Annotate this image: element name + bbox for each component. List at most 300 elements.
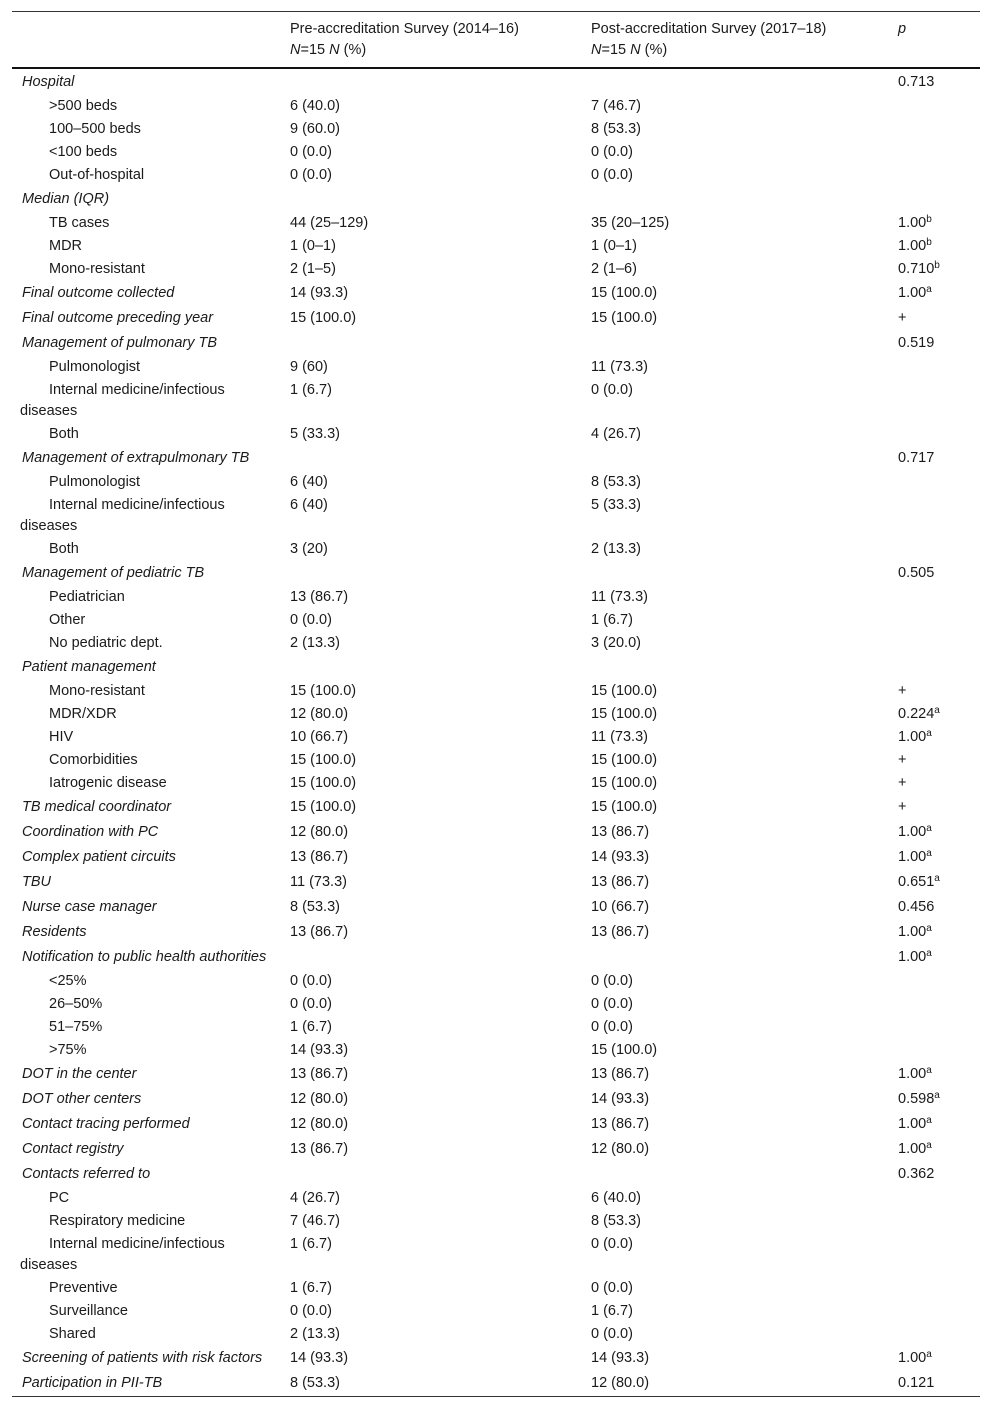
row-label <box>12 1039 280 1062</box>
row-label-text: Internal medicine/infectious diseases <box>20 382 225 419</box>
post-value: 13 (86.7) <box>591 824 650 840</box>
p-value: 0.121 <box>898 1375 935 1391</box>
table-group-row <box>12 68 980 95</box>
row-label-text: Both <box>49 541 79 557</box>
post-value: 15 (100.0) <box>591 285 658 301</box>
post-value: 0 (0.0) <box>591 1236 633 1252</box>
table-row <box>12 118 980 141</box>
row-label <box>12 1187 280 1210</box>
post-value: 6 (40.0) <box>591 1190 641 1206</box>
row-label: Participation in PII-TB <box>22 1375 163 1391</box>
pre-value: 14 (93.3) <box>290 285 349 301</box>
table-row <box>12 471 980 494</box>
header-row <box>12 12 980 69</box>
row-label-text: 51–75% <box>49 1019 103 1035</box>
post-value: 8 (53.3) <box>591 474 641 490</box>
pre-value: 6 (40.0) <box>290 98 340 114</box>
post-value: 0 (0.0) <box>591 996 633 1012</box>
post-value <box>581 655 888 680</box>
table-row <box>12 1277 980 1300</box>
p-value-footnote: a <box>934 705 940 716</box>
p-value: 1.00 <box>898 924 927 940</box>
row-label-text: PC <box>49 1190 70 1206</box>
post-value: 1 (6.7) <box>591 1303 633 1319</box>
p-value: 0.456 <box>898 899 935 915</box>
post-value: 13 (86.7) <box>591 924 650 940</box>
p-value-cell <box>888 187 980 212</box>
pre-value: 15 (100.0) <box>290 752 357 768</box>
p-value-cell <box>888 1137 980 1162</box>
p-value-cell <box>888 680 980 703</box>
pre-value: 6 (40) <box>290 497 328 513</box>
p-value: 1.00 <box>898 849 927 865</box>
p-value: + <box>898 310 907 326</box>
post-value: 1 (0–1) <box>591 238 637 254</box>
p-value-footnote: a <box>926 823 932 834</box>
p-value: + <box>898 752 907 768</box>
row-label-text: Mono-resistant <box>49 261 145 277</box>
row-label-text: TB cases <box>49 215 110 231</box>
table-group-row <box>12 795 980 820</box>
p-value-cell <box>888 1277 980 1300</box>
pre-value: 12 (80.0) <box>290 1116 349 1132</box>
pre-value: 15 (100.0) <box>290 799 357 815</box>
row-label <box>12 423 280 446</box>
post-value: 11 (73.3) <box>591 359 648 375</box>
p-value-footnote: a <box>926 1349 932 1360</box>
row-label <box>12 118 280 141</box>
p-value-cell <box>888 993 980 1016</box>
post-value: 1 (6.7) <box>591 612 633 628</box>
p-value-cell <box>888 1087 980 1112</box>
row-label <box>12 212 280 235</box>
row-label <box>12 258 280 281</box>
table-group-row <box>12 820 980 845</box>
pre-value: 0 (0.0) <box>290 996 332 1012</box>
post-value: 2 (13.3) <box>591 541 641 557</box>
post-value: 35 (20–125) <box>591 215 670 231</box>
table-group-row <box>12 446 980 471</box>
row-label-text: Preventive <box>49 1280 118 1296</box>
p-value-footnote: a <box>934 1090 940 1101</box>
table-row <box>12 1323 980 1346</box>
p-value: 0.519 <box>898 335 935 351</box>
table-row <box>12 164 980 187</box>
table-row <box>12 494 980 538</box>
row-label-text: Pulmonologist <box>49 474 141 490</box>
pre-value: 9 (60.0) <box>290 121 340 137</box>
p-value-cell <box>888 258 980 281</box>
table-body <box>12 68 980 1397</box>
header-post-eq: =15 <box>601 42 631 58</box>
p-value-footnote: b <box>926 237 932 248</box>
header-pre-eq: =15 <box>300 42 330 58</box>
p-value: 0.505 <box>898 565 935 581</box>
p-value-cell <box>888 795 980 820</box>
pre-value: 0 (0.0) <box>290 1303 332 1319</box>
table-row <box>12 356 980 379</box>
row-label: Final outcome preceding year <box>22 310 214 326</box>
table-row <box>12 1210 980 1233</box>
pre-value: 15 (100.0) <box>290 775 357 791</box>
row-label-text: >500 beds <box>49 98 118 114</box>
row-label-text: <100 beds <box>49 144 118 160</box>
post-value: 12 (80.0) <box>591 1141 650 1157</box>
pre-value: 44 (25–129) <box>290 215 369 231</box>
p-value: 0.598 <box>898 1091 935 1107</box>
pre-value: 1 (0–1) <box>290 238 336 254</box>
p-value-cell <box>888 586 980 609</box>
p-value: 0.713 <box>898 74 935 90</box>
post-value <box>581 187 888 212</box>
header-pre-n2: N <box>329 42 340 58</box>
p-value: 0.717 <box>898 450 935 466</box>
p-value-cell <box>888 235 980 258</box>
header-post-n: N <box>591 42 602 58</box>
row-label-text: HIV <box>49 729 74 745</box>
p-value-cell <box>888 1300 980 1323</box>
row-label: Hospital <box>22 74 75 90</box>
table-group-row <box>12 561 980 586</box>
row-label <box>12 680 280 703</box>
p-value-footnote: a <box>926 1065 932 1076</box>
row-label-text: Both <box>49 426 79 442</box>
pre-value: 1 (6.7) <box>290 1236 332 1252</box>
p-value-cell <box>888 471 980 494</box>
row-label-text: Internal medicine/infectious diseases <box>20 497 225 534</box>
row-label: Management of pediatric TB <box>22 565 205 581</box>
p-value-footnote: b <box>934 260 940 271</box>
p-value: 1.00 <box>898 1116 927 1132</box>
row-label: Patient management <box>22 659 156 675</box>
p-value-cell <box>888 538 980 561</box>
p-value-footnote: a <box>926 1115 932 1126</box>
row-label-text: Mono-resistant <box>49 683 145 699</box>
table-row <box>12 586 980 609</box>
p-value: 1.00 <box>898 1141 927 1157</box>
pre-value: 13 (86.7) <box>290 589 349 605</box>
post-value: 8 (53.3) <box>591 121 641 137</box>
row-label <box>12 726 280 749</box>
pre-value <box>280 655 581 680</box>
post-value: 13 (86.7) <box>591 1116 650 1132</box>
pre-value <box>280 446 581 471</box>
table-group-row <box>12 895 980 920</box>
row-label-text: Internal medicine/infectious diseases <box>20 1236 225 1273</box>
p-value-cell <box>888 446 980 471</box>
p-value-footnote: a <box>926 848 932 859</box>
row-label: TBU <box>22 874 51 890</box>
header-post-title: Post-accreditation Survey (2017–18) <box>591 21 827 37</box>
p-value: + <box>898 799 907 815</box>
pre-value: 2 (13.3) <box>290 1326 340 1342</box>
row-label: Nurse case manager <box>22 899 157 915</box>
p-value-footnote: a <box>926 923 932 934</box>
p-value-cell <box>888 379 980 423</box>
pre-value: 9 (60) <box>290 359 328 375</box>
pre-value <box>280 561 581 586</box>
row-label-text: >75% <box>49 1042 87 1058</box>
row-label <box>12 95 280 118</box>
post-value: 4 (26.7) <box>591 426 641 442</box>
table-group-row <box>12 187 980 212</box>
table-group-row <box>12 306 980 331</box>
table-group-row <box>12 920 980 945</box>
p-value-footnote: a <box>926 1140 932 1151</box>
pre-value: 13 (86.7) <box>290 1066 349 1082</box>
pre-value: 1 (6.7) <box>290 382 332 398</box>
row-label: Management of pulmonary TB <box>22 335 218 351</box>
table-group-row <box>12 1346 980 1371</box>
table-group-row <box>12 1062 980 1087</box>
post-value: 0 (0.0) <box>591 144 633 160</box>
p-value-cell <box>888 423 980 446</box>
p-value-cell <box>888 95 980 118</box>
post-value: 0 (0.0) <box>591 1019 633 1035</box>
post-value: 14 (93.3) <box>591 1350 650 1366</box>
table-row <box>12 749 980 772</box>
header-post-pct: (%) <box>640 42 668 58</box>
table-group-row <box>12 331 980 356</box>
post-value: 15 (100.0) <box>591 775 658 791</box>
post-value: 15 (100.0) <box>591 706 658 722</box>
table-row <box>12 538 980 561</box>
pre-value <box>280 68 581 95</box>
p-value: 0.710 <box>898 261 935 277</box>
row-label: Coordination with PC <box>22 824 159 840</box>
row-label-text: Iatrogenic disease <box>49 775 167 791</box>
pre-value: 1 (6.7) <box>290 1280 332 1296</box>
table-row <box>12 726 980 749</box>
header-pre-title: Pre-accreditation Survey (2014–16) <box>290 21 519 37</box>
table-row <box>12 632 980 655</box>
p-value-cell <box>888 1112 980 1137</box>
pre-value: 0 (0.0) <box>290 144 332 160</box>
pre-value: 13 (86.7) <box>290 849 349 865</box>
pre-value <box>280 187 581 212</box>
table-row <box>12 258 980 281</box>
post-value: 10 (66.7) <box>591 899 650 915</box>
p-value-cell <box>888 1187 980 1210</box>
row-label-text: MDR <box>49 238 83 254</box>
pre-value: 14 (93.3) <box>290 1350 349 1366</box>
row-label-text: <25% <box>49 973 87 989</box>
post-value: 0 (0.0) <box>591 382 633 398</box>
pre-value: 1 (6.7) <box>290 1019 332 1035</box>
row-label <box>12 471 280 494</box>
p-value: + <box>898 683 907 699</box>
p-value-cell <box>888 141 980 164</box>
row-label <box>12 141 280 164</box>
row-label: Contacts referred to <box>22 1166 151 1182</box>
header-post-n2: N <box>630 42 641 58</box>
pre-value: 7 (46.7) <box>290 1213 340 1229</box>
table-group-row <box>12 1137 980 1162</box>
pre-value: 15 (100.0) <box>290 310 357 326</box>
pre-value: 11 (73.3) <box>290 874 347 890</box>
p-value-cell <box>888 281 980 306</box>
p-value-cell <box>888 726 980 749</box>
post-value: 15 (100.0) <box>591 752 658 768</box>
pre-value: 10 (66.7) <box>290 729 349 745</box>
p-value-footnote: a <box>926 948 932 959</box>
table-row <box>12 379 980 423</box>
row-label <box>12 1323 280 1346</box>
p-value: 0.362 <box>898 1166 935 1182</box>
row-label: Complex patient circuits <box>22 849 176 865</box>
p-value: 0.224 <box>898 706 935 722</box>
p-value-cell <box>888 870 980 895</box>
p-value-cell <box>888 703 980 726</box>
table-row <box>12 1300 980 1323</box>
row-label: Final outcome collected <box>22 285 175 301</box>
post-value: 15 (100.0) <box>591 799 658 815</box>
row-label-text: Out-of-hospital <box>49 167 145 183</box>
header-post-col <box>581 12 888 69</box>
p-value-cell <box>888 1016 980 1039</box>
p-value-cell <box>888 164 980 187</box>
row-label <box>12 1210 280 1233</box>
p-value-cell <box>888 68 980 95</box>
row-label: Median (IQR) <box>22 191 110 207</box>
row-label <box>12 586 280 609</box>
p-value-cell <box>888 494 980 538</box>
row-label-text: Comorbidities <box>49 752 138 768</box>
post-value: 11 (73.3) <box>591 729 648 745</box>
post-value: 0 (0.0) <box>591 167 633 183</box>
table-group-row <box>12 1162 980 1187</box>
post-value: 3 (20.0) <box>591 635 641 651</box>
pre-value: 12 (80.0) <box>290 706 349 722</box>
p-value-cell <box>888 609 980 632</box>
table-group-row <box>12 1112 980 1137</box>
pre-value <box>280 1162 581 1187</box>
pre-value: 2 (1–5) <box>290 261 336 277</box>
table-row <box>12 772 980 795</box>
post-value: 13 (86.7) <box>591 874 650 890</box>
row-label-text: Pulmonologist <box>49 359 141 375</box>
post-value <box>581 331 888 356</box>
p-value: 1.00 <box>898 1350 927 1366</box>
p-value-cell <box>888 1039 980 1062</box>
p-value-cell <box>888 306 980 331</box>
row-label <box>12 993 280 1016</box>
p-value-cell <box>888 895 980 920</box>
row-label <box>12 609 280 632</box>
row-label <box>12 1277 280 1300</box>
post-value <box>581 1162 888 1187</box>
table-row <box>12 1187 980 1210</box>
row-label <box>12 356 280 379</box>
p-value-footnote: a <box>926 728 932 739</box>
pre-value: 13 (86.7) <box>290 1141 349 1157</box>
row-label-text: Pediatrician <box>49 589 125 605</box>
p-value: 1.00 <box>898 238 927 254</box>
table-row <box>12 1039 980 1062</box>
pre-value: 3 (20) <box>290 541 328 557</box>
p-value-cell <box>888 331 980 356</box>
pre-value: 15 (100.0) <box>290 683 357 699</box>
post-value: 0 (0.0) <box>591 973 633 989</box>
row-label-text: No pediatric dept. <box>49 635 163 651</box>
p-value-cell <box>888 1062 980 1087</box>
p-value-footnote: a <box>934 873 940 884</box>
pre-value: 4 (26.7) <box>290 1190 340 1206</box>
row-label-text: Respiratory medicine <box>49 1213 186 1229</box>
p-value: 1.00 <box>898 215 927 231</box>
table-row <box>12 1016 980 1039</box>
row-label <box>12 1300 280 1323</box>
post-value: 14 (93.3) <box>591 849 650 865</box>
pre-value: 12 (80.0) <box>290 824 349 840</box>
table-row <box>12 703 980 726</box>
post-value <box>581 446 888 471</box>
header-pre-pct: (%) <box>339 42 367 58</box>
row-label-text: 100–500 beds <box>49 121 141 137</box>
table-group-row <box>12 1087 980 1112</box>
row-label <box>12 379 280 423</box>
table-group-row <box>12 655 980 680</box>
row-label: Contact registry <box>22 1141 124 1157</box>
pre-value: 13 (86.7) <box>290 924 349 940</box>
p-value-cell <box>888 970 980 993</box>
p-value-cell <box>888 1323 980 1346</box>
p-value-cell <box>888 1162 980 1187</box>
row-label <box>12 1016 280 1039</box>
p-value-cell <box>888 845 980 870</box>
post-value: 0 (0.0) <box>591 1280 633 1296</box>
row-label <box>12 538 280 561</box>
row-label: Management of extrapulmonary TB <box>22 450 250 466</box>
row-label <box>12 494 280 538</box>
survey-comparison-table <box>12 11 980 1397</box>
row-label: Screening of patients with risk factors <box>22 1350 263 1366</box>
pre-value: 8 (53.3) <box>290 1375 340 1391</box>
post-value: 13 (86.7) <box>591 1066 650 1082</box>
row-label <box>12 970 280 993</box>
p-value: 1.00 <box>898 729 927 745</box>
post-value: 15 (100.0) <box>591 310 658 326</box>
pre-value: 14 (93.3) <box>290 1042 349 1058</box>
table-group-row <box>12 870 980 895</box>
pre-value: 2 (13.3) <box>290 635 340 651</box>
table-row <box>12 423 980 446</box>
table-row <box>12 95 980 118</box>
p-value: 1.00 <box>898 285 927 301</box>
row-label <box>12 1233 280 1277</box>
row-label-text: Shared <box>49 1326 96 1342</box>
table-group-row <box>12 281 980 306</box>
post-value: 0 (0.0) <box>591 1326 633 1342</box>
row-label <box>12 235 280 258</box>
header-pre-col <box>280 12 581 69</box>
row-label: Contact tracing performed <box>22 1116 190 1132</box>
row-label: TB medical coordinator <box>22 799 172 815</box>
post-value: 12 (80.0) <box>591 1375 650 1391</box>
pre-value: 8 (53.3) <box>290 899 340 915</box>
p-value: 1.00 <box>898 824 927 840</box>
row-label: DOT other centers <box>22 1091 142 1107</box>
table-row <box>12 212 980 235</box>
row-label: Residents <box>22 924 87 940</box>
p-value-cell <box>888 655 980 680</box>
post-value: 11 (73.3) <box>591 589 648 605</box>
p-value: + <box>898 775 907 791</box>
row-label <box>12 772 280 795</box>
row-label <box>12 703 280 726</box>
table-header <box>12 12 980 69</box>
row-label-text: Other <box>49 612 86 628</box>
